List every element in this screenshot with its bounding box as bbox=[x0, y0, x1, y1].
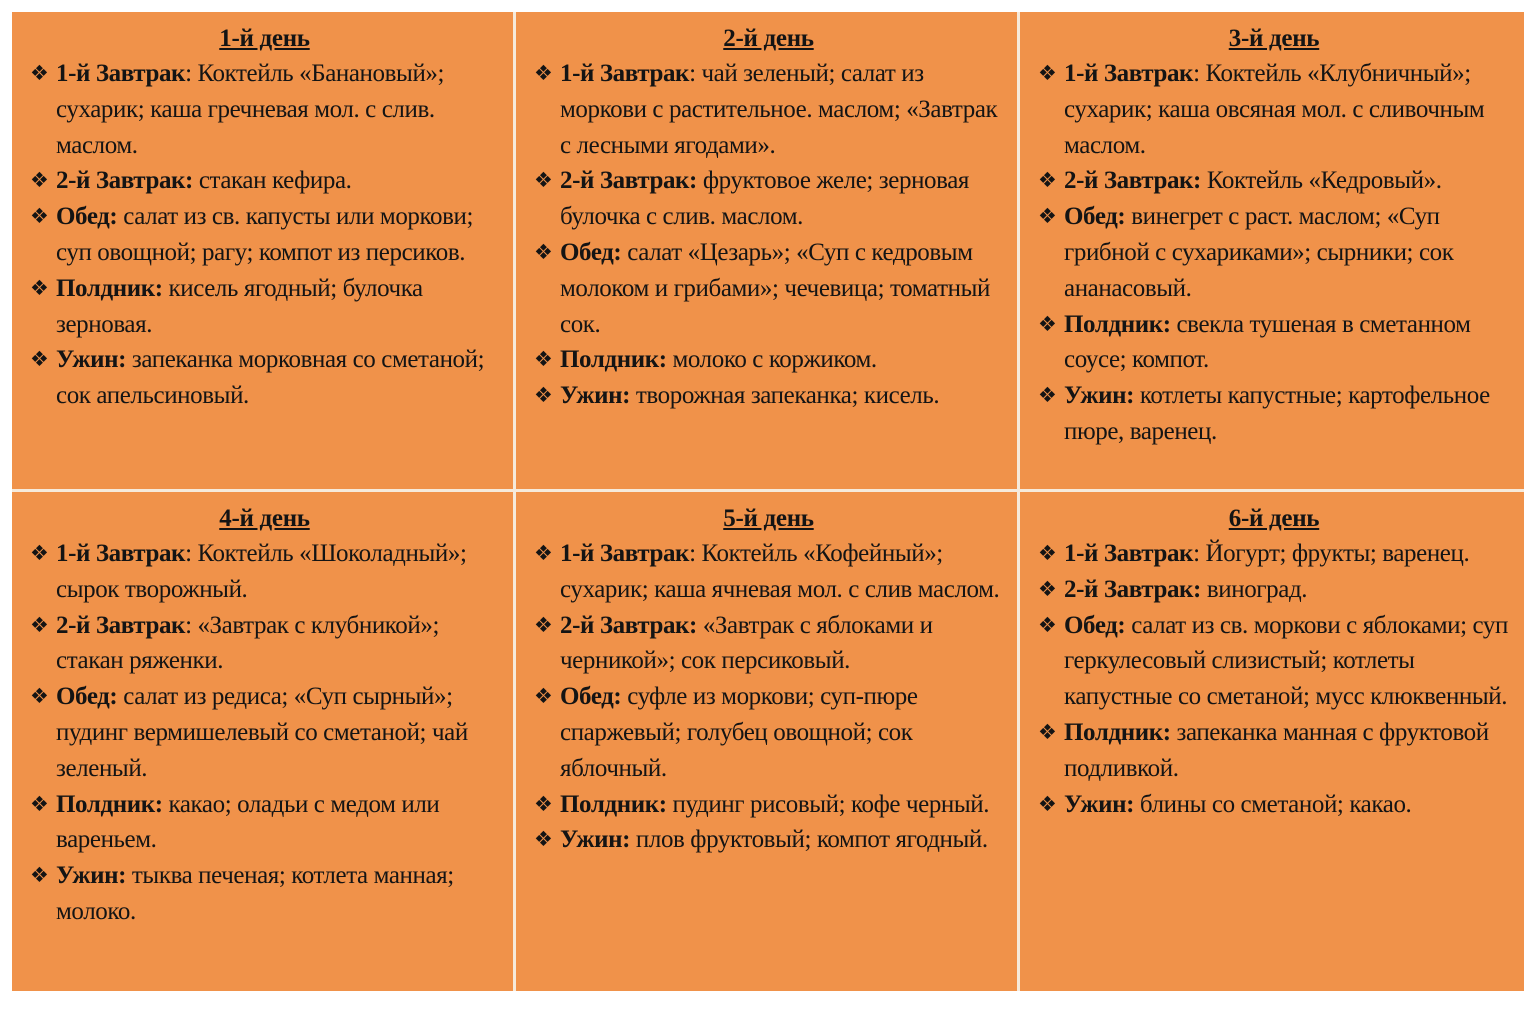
meal-text: Коктейль «Клубничный»; сухарик; каша овсяная мол. с сливочным маслом. bbox=[1064, 60, 1485, 159]
meal-item bbox=[30, 199, 499, 271]
meal-list bbox=[30, 536, 499, 930]
meal-label: Обед: bbox=[560, 238, 622, 266]
meal-text: Коктейль «Шоколадный»; сырок творожный. bbox=[56, 540, 467, 603]
day-card bbox=[1020, 492, 1524, 991]
meal-label: 1-й Завтрак bbox=[1064, 60, 1194, 87]
diamond-bullet-icon: ❖ bbox=[534, 541, 553, 565]
meal-item bbox=[1038, 608, 1510, 715]
diamond-bullet-icon: ❖ bbox=[30, 61, 49, 85]
diamond-bullet-icon: ❖ bbox=[1038, 612, 1057, 637]
meal-list bbox=[30, 56, 499, 414]
meal-separator: : bbox=[689, 60, 696, 87]
meal-text: «Завтрак с яблоками и черникой»; сок персиковый. bbox=[560, 611, 933, 675]
meal-item bbox=[30, 163, 499, 199]
meal-list bbox=[534, 536, 1003, 858]
meal-item bbox=[30, 536, 499, 608]
meal-list bbox=[1038, 536, 1510, 822]
meal-text: запеканка морковная со сметаной; сок апельсиновый. bbox=[56, 346, 485, 410]
meal-item bbox=[30, 342, 499, 414]
meal-text: свекла тушеная в сметанном соусе; компот. bbox=[1064, 310, 1471, 374]
meal-text: какао; оладьи с медом или вареньем. bbox=[56, 790, 440, 854]
diamond-bullet-icon: ❖ bbox=[1038, 168, 1057, 193]
day-title: 3-й день bbox=[1228, 25, 1320, 52]
meal-item bbox=[534, 378, 1003, 414]
meal-separator: : bbox=[689, 540, 696, 567]
meal-item bbox=[1038, 56, 1510, 163]
meal-label: Обед: bbox=[1064, 611, 1126, 639]
day-title: 1-й день bbox=[219, 25, 310, 52]
meal-label: Обед: bbox=[56, 203, 118, 231]
meal-label: Ужин: bbox=[1064, 382, 1135, 410]
diamond-bullet-icon: ❖ bbox=[30, 168, 49, 193]
meal-item bbox=[534, 608, 1003, 680]
meal-text: плов фруктовый; компот ягодный. bbox=[630, 826, 988, 854]
diamond-bullet-icon: ❖ bbox=[30, 347, 49, 372]
diamond-bullet-icon: ❖ bbox=[30, 204, 49, 229]
meal-label: 1-й Завтрак bbox=[56, 60, 186, 87]
meal-item bbox=[1038, 199, 1510, 306]
meal-label: 2-й Завтрак: bbox=[56, 167, 193, 195]
meal-label: Полдник: bbox=[56, 790, 163, 818]
diamond-bullet-icon: ❖ bbox=[534, 827, 553, 852]
meal-label: 1-й Завтрак bbox=[56, 540, 186, 567]
diamond-bullet-icon: ❖ bbox=[1038, 61, 1057, 85]
meal-item bbox=[534, 822, 1003, 858]
meal-text: суфле из моркови; суп-пюре спаржевый; голубец овощной; сок яблочный. bbox=[560, 683, 918, 782]
meal-item bbox=[1038, 163, 1510, 199]
day-card bbox=[516, 492, 1020, 991]
meal-label: Ужин: bbox=[560, 826, 631, 854]
day-card bbox=[12, 492, 516, 991]
diamond-bullet-icon: ❖ bbox=[30, 612, 49, 637]
meal-label: Обед: bbox=[56, 683, 118, 711]
meal-item bbox=[534, 787, 1003, 823]
meal-label: Полдник: bbox=[560, 346, 667, 374]
meal-label: Обед: bbox=[560, 683, 622, 711]
meal-text: стакан кефира. bbox=[192, 167, 352, 195]
day-title: 4-й день bbox=[219, 505, 310, 532]
meal-text: Коктейль «Кедровый». bbox=[1200, 167, 1442, 195]
meal-item bbox=[1038, 715, 1510, 787]
meal-text: пудинг рисовый; кофе черный. bbox=[666, 790, 990, 818]
meal-separator: : bbox=[185, 60, 192, 87]
day-card bbox=[12, 12, 516, 492]
diamond-bullet-icon: ❖ bbox=[534, 61, 553, 85]
diamond-bullet-icon: ❖ bbox=[1038, 791, 1057, 816]
meal-text: салат из св. моркови с яблоками; суп геркулесовый слизистый; котлеты капустные со сметаной; мусс клюквенный. bbox=[1064, 611, 1508, 711]
meal-text: блины со сметаной; какао. bbox=[1134, 790, 1412, 818]
diamond-bullet-icon: ❖ bbox=[1038, 311, 1057, 336]
diamond-bullet-icon: ❖ bbox=[534, 239, 553, 264]
meal-text: салат из редиса; «Суп сырный»; пудинг вермишелевый со сметаной; чай зеленый. bbox=[56, 683, 468, 782]
meal-plan-grid bbox=[12, 12, 1524, 991]
diamond-bullet-icon: ❖ bbox=[30, 791, 49, 816]
meal-text: «Завтрак с клубникой»; стакан ряженки. bbox=[56, 611, 440, 675]
meal-label: Ужин: bbox=[56, 346, 127, 374]
meal-separator: : bbox=[1193, 60, 1200, 87]
meal-item bbox=[30, 787, 499, 859]
meal-item bbox=[1038, 307, 1510, 379]
meal-item bbox=[30, 858, 499, 930]
meal-text: виноград. bbox=[1200, 575, 1308, 603]
meal-label: 1-й Завтрак bbox=[1064, 540, 1194, 567]
meal-label: 1-й Завтрак bbox=[560, 540, 690, 567]
meal-label: Полдник: bbox=[1064, 718, 1171, 746]
meal-text: салат из св. капусты или моркови; суп овощной; рагу; компот из персиков. bbox=[56, 203, 474, 266]
meal-text: запеканка манная с фруктовой подливкой. bbox=[1064, 718, 1489, 782]
meal-label: Обед: bbox=[1064, 203, 1126, 231]
meal-item bbox=[30, 679, 499, 786]
meal-text: Йогурт; фрукты; варенец. bbox=[1199, 540, 1470, 567]
day-title: 5-й день bbox=[723, 505, 814, 532]
meal-text: фруктовое желе; зерновая булочка с слив. маслом. bbox=[560, 167, 970, 231]
meal-item bbox=[534, 163, 1003, 235]
meal-label: 2-й Завтрак: bbox=[560, 611, 697, 639]
meal-text: тыква печеная; котлета манная; молоко. bbox=[56, 862, 454, 925]
day-title: 2-й день bbox=[723, 25, 814, 52]
meal-text: чай зеленый; салат из моркови с растительное. маслом; «Завтрак с лесными ягодами». bbox=[560, 60, 998, 159]
meal-item bbox=[534, 235, 1003, 342]
meal-label: 1-й Завтрак bbox=[560, 60, 690, 87]
meal-label: 2-й Завтрак bbox=[56, 611, 186, 639]
day-card bbox=[516, 12, 1020, 492]
meal-item bbox=[30, 56, 499, 163]
meal-text: салат «Цезарь»; «Суп с кедровым молоком и грибами»; чечевица; томатный сок. bbox=[560, 238, 990, 338]
day-title: 6-й день bbox=[1228, 505, 1320, 532]
diamond-bullet-icon: ❖ bbox=[1038, 576, 1057, 601]
meal-list bbox=[1038, 56, 1510, 450]
meal-item bbox=[1038, 378, 1510, 450]
meal-item bbox=[534, 342, 1003, 378]
meal-label: 2-й Завтрак: bbox=[560, 167, 697, 195]
meal-label: Полдник: bbox=[560, 790, 667, 818]
meal-item bbox=[1038, 572, 1510, 608]
meal-label: Полдник: bbox=[1064, 310, 1171, 338]
meal-label: Полдник: bbox=[56, 274, 163, 302]
meal-text: молоко с коржиком. bbox=[666, 346, 877, 374]
meal-item bbox=[534, 56, 1003, 163]
diamond-bullet-icon: ❖ bbox=[534, 791, 553, 816]
meal-separator: : bbox=[1193, 540, 1200, 567]
meal-label: Ужин: bbox=[56, 862, 127, 890]
meal-item bbox=[1038, 787, 1510, 823]
meal-item bbox=[30, 608, 499, 680]
meal-label: 2-й Завтрак: bbox=[1064, 575, 1201, 603]
meal-text: винегрет с раст. маслом; «Суп грибной с сухариками»; сырники; сок ананасовый. bbox=[1064, 203, 1454, 302]
diamond-bullet-icon: ❖ bbox=[534, 612, 553, 637]
diamond-bullet-icon: ❖ bbox=[1038, 541, 1057, 565]
diamond-bullet-icon: ❖ bbox=[534, 684, 553, 709]
meal-separator: : bbox=[185, 611, 192, 639]
diamond-bullet-icon: ❖ bbox=[534, 168, 553, 193]
diamond-bullet-icon: ❖ bbox=[1038, 383, 1057, 408]
meal-item bbox=[30, 271, 499, 343]
meal-item bbox=[1038, 536, 1510, 572]
meal-text: творожная запеканка; кисель. bbox=[630, 382, 940, 410]
meal-item bbox=[534, 536, 1003, 608]
diamond-bullet-icon: ❖ bbox=[30, 275, 49, 300]
diamond-bullet-icon: ❖ bbox=[1038, 719, 1057, 744]
diamond-bullet-icon: ❖ bbox=[30, 684, 49, 709]
meal-list bbox=[534, 56, 1003, 414]
diamond-bullet-icon: ❖ bbox=[30, 541, 49, 565]
meal-text: котлеты капустные; картофельное пюре, варенец. bbox=[1064, 382, 1490, 445]
day-card bbox=[1020, 12, 1524, 492]
diamond-bullet-icon: ❖ bbox=[1038, 204, 1057, 229]
meal-text: кисель ягодный; булочка зерновая. bbox=[56, 274, 423, 338]
meal-text: Коктейль «Банановый»; сухарик; каша гречневая мол. с слив. маслом. bbox=[56, 60, 445, 159]
meal-label: Ужин: bbox=[1064, 790, 1135, 818]
meal-separator: : bbox=[185, 540, 192, 567]
diamond-bullet-icon: ❖ bbox=[30, 863, 49, 888]
meal-label: Ужин: bbox=[560, 382, 631, 410]
meal-item bbox=[534, 679, 1003, 786]
diamond-bullet-icon: ❖ bbox=[534, 347, 553, 372]
meal-label: 2-й Завтрак: bbox=[1064, 167, 1201, 195]
meal-text: Коктейль «Кофейный»; сухарик; каша ячневая мол. с слив маслом. bbox=[560, 540, 1000, 603]
diamond-bullet-icon: ❖ bbox=[534, 383, 553, 408]
